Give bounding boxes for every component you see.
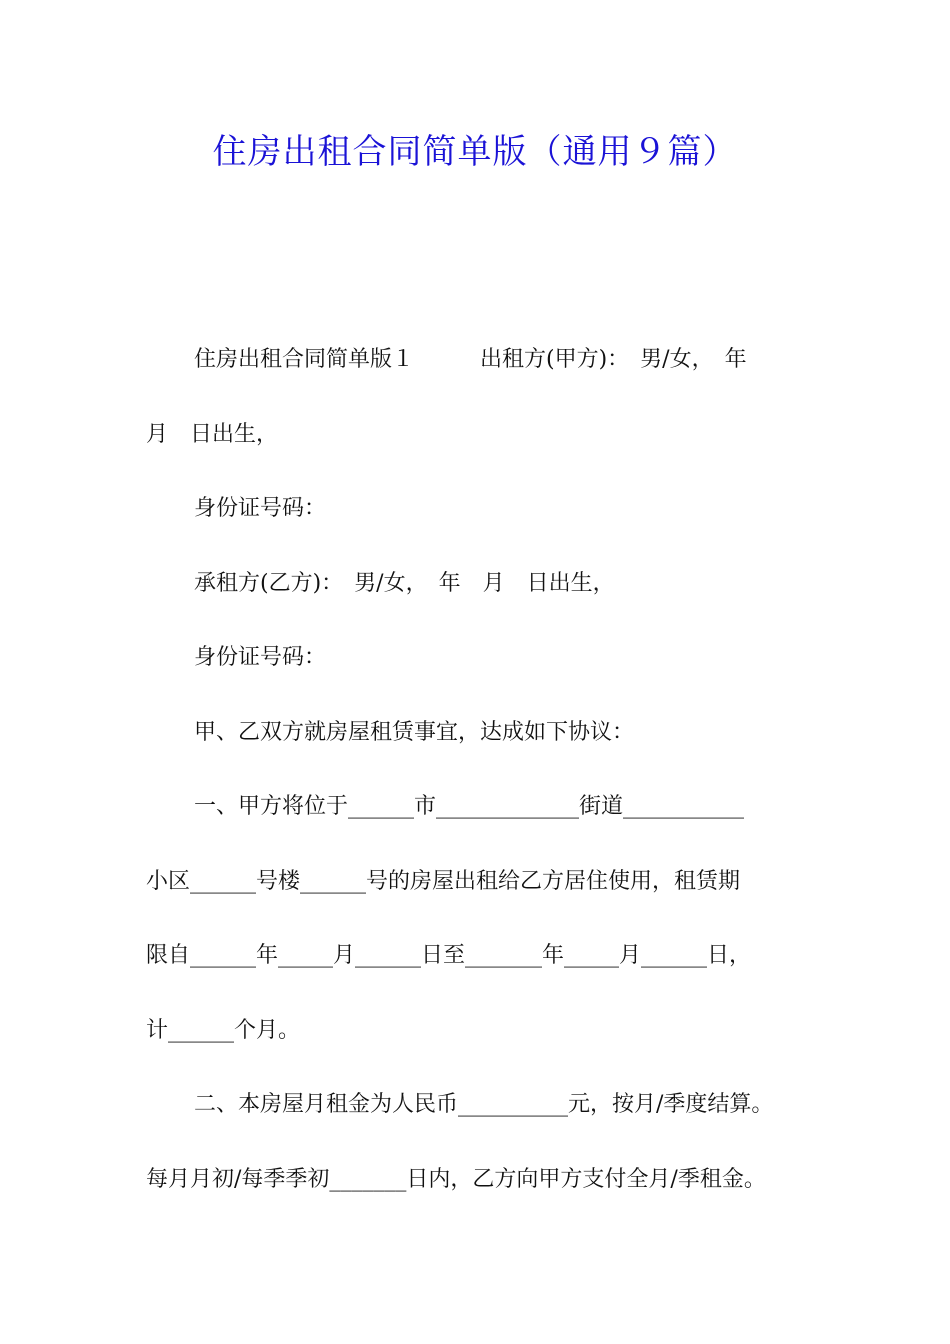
paragraph-line: 住房出租合同简单版１ 出租方(甲方)： 男/女， 年: [194, 347, 747, 372]
paragraph-line: 身份证号码：: [194, 645, 327, 670]
paragraph-line: 限自______年_____月______日至_______年_____月______日，: [146, 943, 752, 968]
paragraph-line: 一、甲方将位于______市_____________街道___________: [194, 794, 745, 819]
paragraph-line: 每月月初/每季季初_______日内，乙方向甲方支付全月/季租金。: [146, 1167, 766, 1192]
paragraph-line: 甲、乙双方就房屋租赁事宜，达成如下协议：: [194, 720, 635, 745]
document-body-continued: [146, 1160, 816, 1205]
document-body: [146, 340, 816, 1160]
document-title: 住房出租合同简单版（通用９篇）: [212, 132, 738, 172]
paragraph-line: 月 日出生，: [146, 422, 279, 447]
paragraph-line: 计______个月。: [146, 1018, 301, 1043]
paragraph-line: 承租方(乙方)： 男/女， 年 月 日出生，: [194, 571, 615, 596]
paragraph-line: 小区______号楼______号的房屋出租给乙方居住使用，租赁期: [146, 869, 741, 894]
paragraph-line: 身份证号码：: [194, 496, 327, 521]
paragraph-line: 二、本房屋月租金为人民币__________元，按月/季度结算。: [194, 1092, 774, 1117]
